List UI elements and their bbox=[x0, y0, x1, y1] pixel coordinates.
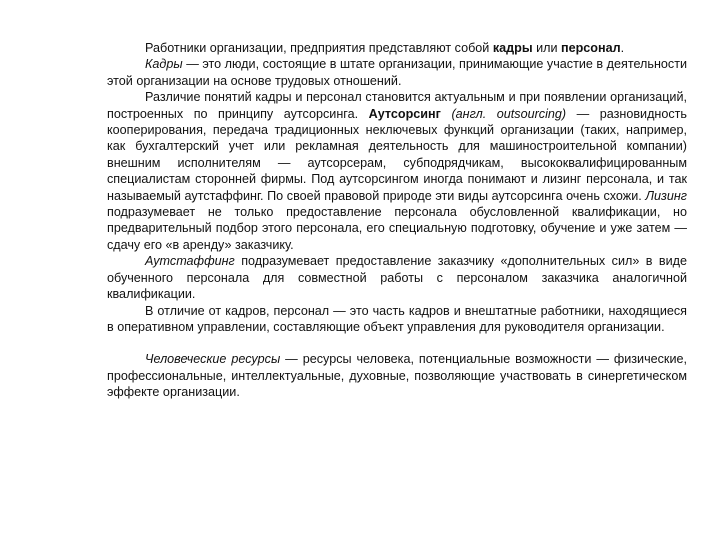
text-run: или bbox=[532, 41, 561, 55]
term-kadry: кадры bbox=[492, 41, 533, 55]
paragraph-spacer bbox=[107, 335, 687, 351]
text-run bbox=[441, 107, 452, 121]
text-run: . bbox=[620, 41, 625, 55]
term-outsourcing: Аутсорсинг bbox=[368, 106, 441, 121]
term-human-resources: Человеческие ресурсы bbox=[145, 352, 281, 367]
term-outstaffing: Аутстаффинг bbox=[145, 254, 235, 269]
paragraph-outstaffing bbox=[107, 253, 687, 302]
text-run: — это люди, состоящие в штате организации, принимающие участие в деятельности этой организации на основе трудовых отношений. bbox=[107, 57, 687, 88]
paragraph-personnel-difference bbox=[107, 303, 687, 336]
text-run: подразумевает предоставление заказчику «дополнительных сил» в виде обученного персонала для совместной работы с персоналом заказчика аналогичной квалификации. bbox=[107, 254, 687, 302]
term-kadry-italic: Кадры bbox=[145, 57, 183, 72]
text-run: подразумевает не только предоставление персонала обусловленной квалификации, но предварительный подбор этого персонала, его специальную подготовку, обучение и уже затем — сдачу его «в аренду» заказчику. bbox=[107, 205, 687, 252]
text-body bbox=[107, 40, 687, 401]
text-run: — разновидность кооперирования, передача традиционных неключевых функций организации (таких, например, как бухгалтерский учет или рекламная деятельность для машиностроительной компании) внешним исполнителям — аутсорсерам, субподрядчикам, высококвалифицированным специалистам сторонней фирмы. Под аутсорсингом иногда понимают и лизинг персонала, и так называемый аутстаффинг. По своей правовой природе эти виды аутсорсинга очень схожи. bbox=[107, 106, 687, 203]
text-run: — ресурсы человека, потенциальные возможности — физические, профессиональные, интеллектуальные, духовные, позволяющие участвовать в синергетическом эффекте организации. bbox=[107, 352, 687, 400]
term-outsourcing-english: (англ. outsourcing) bbox=[451, 106, 567, 121]
text-run: Различие понятий кадры и персонал становится актуальным и при появлении организаций, построенных по принципу аутсорсинга. bbox=[107, 90, 687, 121]
term-personal: персонал bbox=[561, 41, 621, 55]
paragraph-cadres-personnel bbox=[107, 40, 687, 56]
term-leasing: Лизинг bbox=[645, 188, 687, 203]
paragraph-kadry-definition bbox=[107, 56, 687, 89]
text-run: В отличие от кадров, персонал — это часть кадров и внештатные работники, находящиеся в оперативном управлении, составляющие объект управления для руководителя организации. bbox=[107, 303, 687, 334]
text-run: Работники организации, предприятия представляют собой bbox=[145, 41, 493, 55]
paragraph-human-resources bbox=[107, 351, 687, 400]
paragraph-outsourcing bbox=[107, 89, 687, 253]
